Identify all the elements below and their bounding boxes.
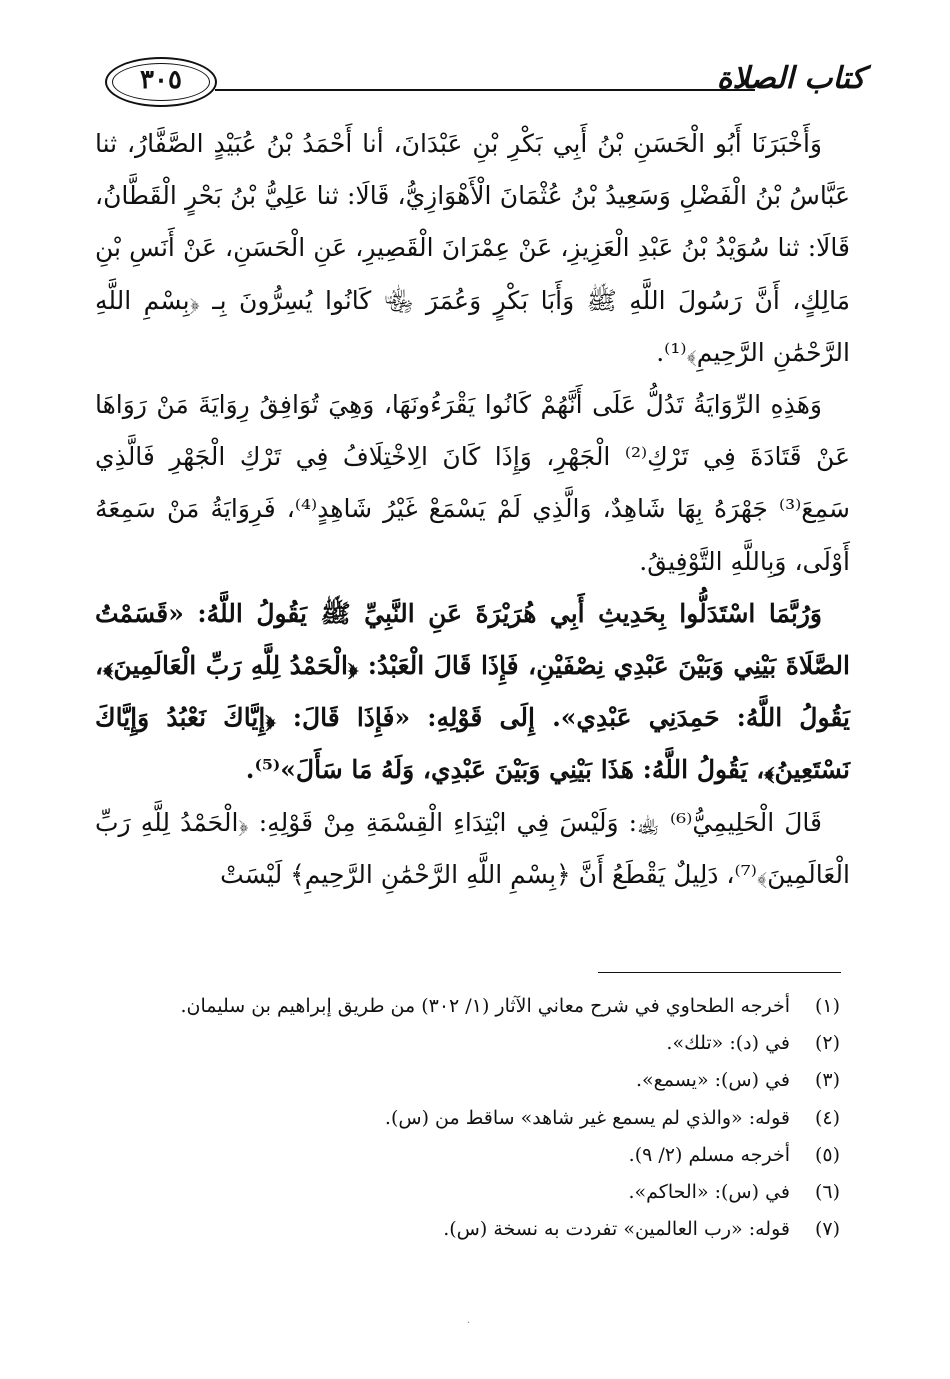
footnote-number: (٦) bbox=[814, 1180, 840, 1203]
footnote-separator bbox=[598, 972, 841, 973]
footnote bbox=[95, 1107, 840, 1144]
footnote-number: (٢) bbox=[814, 1032, 840, 1055]
footnote-text: قوله: «رب العالمين» تفردت به نسخة (س). bbox=[443, 1218, 790, 1241]
footnote-text: قوله: «والذي لم يسمع غير شاهد» ساقط من (س). bbox=[384, 1106, 790, 1129]
footnote-text: في (س): «الحاكم». bbox=[628, 1180, 790, 1203]
page-number: ٣٠٥ bbox=[140, 65, 182, 95]
footnote-number: (٣) bbox=[814, 1069, 840, 1092]
footnote bbox=[95, 1181, 840, 1218]
footnote-text: في (د): «تلك». bbox=[666, 1032, 790, 1055]
footnote-number: (٥) bbox=[814, 1143, 840, 1166]
footnote-number: (٧) bbox=[814, 1218, 840, 1241]
page-number-frame bbox=[105, 57, 217, 107]
footnote bbox=[95, 1218, 840, 1255]
header-rule bbox=[215, 89, 755, 91]
footnote-text: في (س): «يسمع». bbox=[635, 1069, 790, 1092]
print-speck: · bbox=[467, 1318, 471, 1329]
body-paragraph: وَرُبَّمَا اسْتَدَلُّوا بِحَدِيثِ أَبِي هُرَيْرَةَ عَنِ النَّبِيِّ ﷺ يَقُولُ اللَّهُ: «قَسَمْتُ الصَّلَاةَ بَيْنِي وَبَيْنَ عَبْدِي نِصْفَيْنِ، فَإِذَا قَالَ الْعَبْدُ: ﴿الْحَمْدُ لِلَّهِ رَبِّ الْعَالَمِينَ﴾، يَقُولُ اللَّهُ: حَمِدَنِي عَبْدِي». إِلَى قَوْلِهِ: «فَإِذَا قَالَ: ﴿إِيَّاكَ نَعْبُدُ وَإِيَّاكَ نَسْتَعِينُ﴾، يَقُولُ اللَّهُ: هَذَا بَيْنِي وَبَيْنَ عَبْدِي، وَلَهُ مَا سَأَلَ»⁽⁵⁾. bbox=[95, 598, 850, 785]
body-paragraph: وَأَخْبَرَنَا أَبُو الْحَسَنِ بْنُ أَبِي بَكْرِ بْنِ عَبْدَانَ، أنا أَحْمَدُ بْنُ عُبَيْدٍ الصَّفَّارُ، ثنا عَبَّاسُ بْنُ الْفَضْلِ وَسَعِيدُ بْنُ عُثْمَانَ الْأَهْوَازِيُّ، قَالَا: ثنا عَلِيُّ بْنُ بَحْرٍ الْقَطَّانُ، قَالَا: ثنا سُوَيْدُ بْنُ عَبْدِ الْعَزِيزِ، عَنْ عِمْرَانَ الْقَصِيرِ، عَنِ الْحَسَنِ، عَنْ أَنَسِ بْنِ مَالِكٍ، أَنَّ رَسُولَ اللَّهِ ﷺ وَأَبَا بَكْرٍ وَعُمَرَ ﵄ كَانُوا يُسِرُّونَ بِـ ﴿بِسْمِ اللَّهِ الرَّحْمَٰنِ الرَّحِيمِ﴾⁽¹⁾. bbox=[95, 129, 850, 367]
footnote-text: أخرجه مسلم (٢/ ٩). bbox=[628, 1143, 790, 1166]
footnotes bbox=[95, 995, 840, 1255]
page-header bbox=[95, 55, 865, 115]
footnote-text: أخرجه الطحاوي في شرح معاني الآثار (١/ ٣٠٢) من طريق إبراهيم بن سليمان. bbox=[180, 995, 790, 1017]
body-paragraph: وَهَذِهِ الرِّوَايَةُ تَدُلُّ عَلَى أَنَّهُمْ كَانُوا يَقْرَءُونَهَا، وَهِيَ تُوَافِقُ رِوَايَةَ مَنْ رَوَاهَا عَنْ قَتَادَةَ فِي تَرْكِ⁽²⁾ الْجَهْرِ، وَإِذَا كَانَ الِاخْتِلَافُ فِي تَرْكِ الْجَهْرِ فَالَّذِي سَمِعَ⁽³⁾ جَهْرَهُ بِهَا شَاهِدٌ، وَالَّذِي لَمْ يَسْمَعْ غَيْرُ شَاهِدٍ⁽⁴⁾، فَرِوَايَةُ مَنْ سَمِعَهُ أَوْلَى، وَبِاللَّهِ التَّوْفِيقُ. bbox=[95, 390, 850, 576]
body-text bbox=[95, 118, 850, 901]
footnote bbox=[95, 1069, 840, 1106]
footnote bbox=[95, 1032, 840, 1069]
footnote bbox=[95, 1144, 840, 1181]
body-paragraph: قَالَ الْحَلِيمِيُّ⁽⁶⁾ ﵀: وَلَيْسَ فِي ابْتِدَاءِ الْقِسْمَةِ مِنْ قَوْلِهِ: ﴿الْحَمْدُ لِلَّهِ رَبِّ الْعَالَمِينَ﴾⁽⁷⁾، دَلِيلٌ يَقْطَعُ أَنَّ ﴿بِسْمِ اللَّهِ الرَّحْمَٰنِ الرَّحِيمِ﴾ لَيْسَتْ bbox=[95, 807, 850, 889]
footnote bbox=[95, 995, 840, 1032]
footnote-number: (٤) bbox=[814, 1106, 840, 1129]
chapter-title: كتاب الصلاة bbox=[716, 61, 865, 96]
footnote-number: (١) bbox=[814, 995, 840, 1017]
